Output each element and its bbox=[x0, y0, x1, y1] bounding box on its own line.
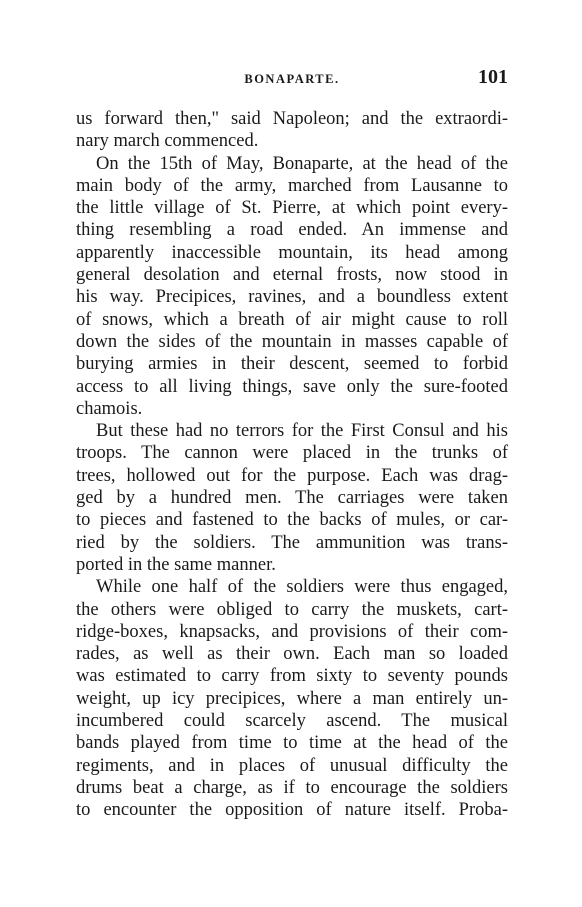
text-line: burying armies in their descent, seemed to forbid bbox=[76, 354, 508, 375]
text-line: rades, as well as their own. Each man so loaded bbox=[76, 644, 508, 665]
text-line: weight, up icy precipices, where a man entirely un- bbox=[76, 688, 508, 709]
text-line: troops. The cannon were placed in the trunks of bbox=[76, 443, 508, 464]
text-line: was estimated to carry from sixty to seventy pounds bbox=[76, 666, 508, 687]
text-line: bands played from time to time at the head of the bbox=[76, 733, 508, 754]
text-line: nary march commenced. bbox=[76, 131, 259, 152]
text-line: to pieces and fastened to the backs of mules, or car- bbox=[76, 510, 508, 531]
text-line: drums beat a charge, as if to encourage the soldiers bbox=[76, 777, 508, 798]
text-line: general desolation and eternal frosts, now stood in bbox=[76, 265, 508, 286]
text-line: ported in the same manner. bbox=[76, 554, 276, 575]
text-line: trees, hollowed out for the purpose. Each was drag- bbox=[76, 465, 508, 486]
text-line: regiments, and in places of unusual difficulty the bbox=[76, 755, 508, 776]
text-line: ried by the soldiers. The ammunition was trans- bbox=[76, 532, 508, 553]
body-text bbox=[76, 108, 508, 822]
text-line: of snows, which a breath of air might cause to roll bbox=[76, 309, 508, 330]
text-line: While one half of the soldiers were thus engaged, bbox=[96, 577, 508, 598]
text-line: apparently inaccessible mountain, its head among bbox=[76, 242, 508, 263]
text-line: chamois. bbox=[76, 398, 143, 419]
text-line: thing resembling a road ended. An immense and bbox=[76, 220, 508, 241]
running-title: BONAPARTE. bbox=[244, 72, 340, 86]
text-line: his way. Precipices, ravines, and a boundless extent bbox=[76, 287, 508, 308]
text-line: ged by a hundred men. The carriages were taken bbox=[76, 488, 508, 509]
text-line: On the 15th of May, Bonaparte, at the head of the bbox=[96, 153, 508, 174]
text-line: access to all living things, save only the sure-footed bbox=[76, 376, 508, 397]
page-number: 101 bbox=[478, 66, 508, 88]
running-head bbox=[76, 66, 508, 94]
text-line: ridge-boxes, knapsacks, and provisions of their com- bbox=[76, 621, 508, 642]
text-line: the little village of St. Pierre, at which point every- bbox=[76, 198, 508, 219]
text-line: incumbered could scarcely ascend. The musical bbox=[76, 711, 508, 732]
text-line: to encounter the opposition of nature itself. Proba- bbox=[76, 800, 508, 821]
text-line: the others were obliged to carry the muskets, cart- bbox=[76, 599, 508, 620]
text-line: us forward then," said Napoleon; and the extraordi- bbox=[76, 109, 508, 129]
text-line: main body of the army, marched from Lausanne to bbox=[76, 175, 508, 196]
text-line: down the sides of the mountain in masses capable of bbox=[76, 331, 508, 352]
text-line: But these had no terrors for the First Consul and his bbox=[96, 421, 508, 442]
